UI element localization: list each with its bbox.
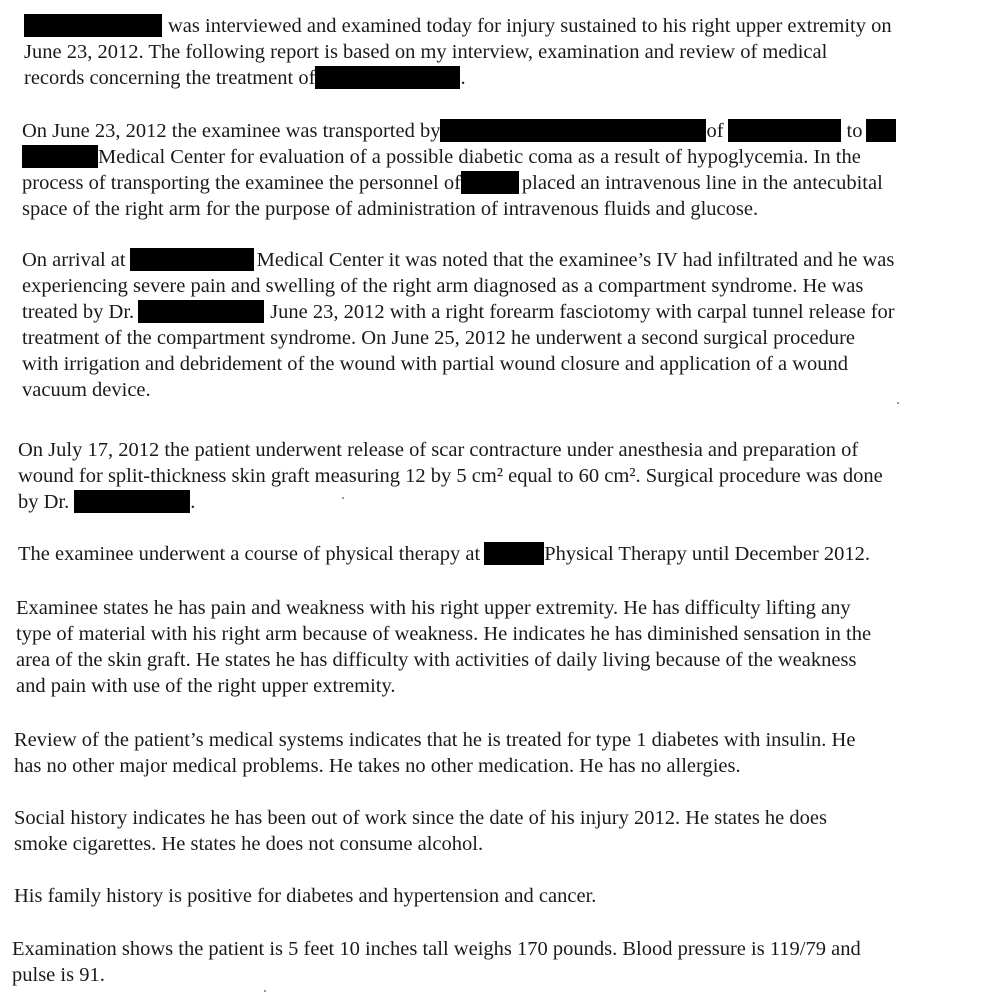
text-run: has no other major medical problems. He takes no other medication. He has no allergies.: [14, 755, 741, 777]
text-line: [22, 118, 896, 144]
redaction-block: [440, 119, 706, 142]
scan-speck: [342, 497, 344, 499]
paragraph-therapy: [18, 541, 870, 567]
paragraph-family-history: [14, 883, 596, 909]
text-line: [22, 299, 895, 325]
text-run: Medical Center it was noted that the examinee’s IV had infiltrated and he was: [256, 249, 895, 271]
text-run: pulse is 91.: [12, 964, 105, 986]
text-run: On June 23, 2012 the examinee was transported by: [22, 120, 441, 142]
text-line: [16, 595, 871, 621]
text-line: [12, 936, 861, 962]
text-run: process of transporting the examinee the personnel of: [22, 172, 461, 194]
redaction-block: [484, 542, 544, 565]
paragraph-skin-graft: [18, 437, 883, 515]
text-run: Physical Therapy until December 2012.: [544, 543, 871, 565]
text-line: [24, 13, 892, 39]
scan-speck: [897, 402, 899, 404]
paragraph-examination: [12, 936, 861, 988]
redaction-block: [461, 171, 519, 194]
redaction-block: [138, 300, 264, 323]
redaction-block: [728, 119, 841, 142]
text-run: experiencing severe pain and swelling of the right arm diagnosed as a compartment syndrome. He was: [22, 275, 864, 297]
redaction-block: [74, 490, 190, 513]
text-line: [14, 883, 596, 909]
text-run: The examinee underwent a course of physical therapy at: [18, 543, 481, 565]
text-line: [22, 377, 895, 403]
text-line: [18, 463, 883, 489]
text-run: Review of the patient’s medical systems indicates that he is treated for type 1 diabetes with insulin. He: [14, 729, 856, 751]
text-run: by Dr.: [18, 491, 70, 513]
text-run: On arrival at: [22, 249, 126, 271]
text-line: [18, 541, 870, 567]
paragraph-social-history: [14, 805, 827, 857]
text-line: [18, 437, 883, 463]
text-run: placed an intravenous line in the antecubital: [521, 172, 883, 194]
text-run: Examinee states he has pain and weakness with his right upper extremity. He has difficulty lifting any: [16, 597, 851, 619]
text-line: [14, 831, 827, 857]
text-run: of: [706, 120, 724, 142]
text-run: Examination shows the patient is 5 feet 10 inches tall weighs 170 pounds. Blood pressure is 119/79 and: [12, 938, 861, 960]
text-line: [24, 39, 892, 65]
text-run: with irrigation and debridement of the wound with partial wound closure and application of a wound: [22, 353, 849, 375]
text-run: treatment of the compartment syndrome. On June 25, 2012 he underwent a second surgical procedure: [22, 327, 856, 349]
text-line: [16, 621, 871, 647]
text-run: wound for split-thickness skin graft measuring 12 by 5 cm² equal to 60 cm². Surgical procedure was done: [18, 465, 883, 487]
text-line: [22, 196, 896, 222]
redaction-block: [22, 145, 98, 168]
redaction-block: [866, 119, 896, 142]
text-run: On July 17, 2012 the patient underwent release of scar contracture under anesthesia and preparation of: [18, 439, 859, 461]
text-run: and pain with use of the right upper extremity.: [16, 675, 396, 697]
text-run: Social history indicates he has been out of work since the date of his injury 2012. He states he does: [14, 807, 827, 829]
text-run: smoke cigarettes. He states he does not consume alcohol.: [14, 833, 484, 855]
redaction-block: [24, 14, 162, 37]
text-line: [22, 273, 895, 299]
text-line: [22, 247, 895, 273]
text-line: [22, 351, 895, 377]
redaction-block: [315, 66, 460, 89]
redaction-block: [130, 248, 254, 271]
text-line: [22, 144, 896, 170]
text-line: [18, 489, 883, 515]
text-line: [14, 727, 855, 753]
text-run: .: [460, 67, 466, 89]
text-line: [22, 170, 896, 196]
text-line: [16, 673, 871, 699]
text-run: vacuum device.: [22, 379, 151, 401]
text-line: [24, 65, 892, 91]
text-line: [22, 325, 895, 351]
text-run: treated by Dr.: [22, 301, 135, 323]
scan-speck: [264, 990, 266, 992]
paragraph-arrival: [22, 247, 895, 403]
text-run: space of the right arm for the purpose of administration of intravenous fluids and glucose.: [22, 198, 759, 220]
text-run: to: [846, 120, 863, 142]
text-line: [14, 805, 827, 831]
paragraph-transport: [22, 118, 896, 222]
paragraph-complaints: [16, 595, 871, 699]
text-run: His family history is positive for diabetes and hypertension and cancer.: [14, 885, 597, 907]
text-run: Medical Center for evaluation of a possible diabetic coma as a result of hypoglycemia. In the: [98, 146, 861, 168]
text-line: [16, 647, 871, 673]
text-run: area of the skin graft. He states he has difficulty with activities of daily living because of the weakness: [16, 649, 857, 671]
paragraph-intro: [24, 13, 892, 91]
text-run: June 23, 2012 with a right forearm fasciotomy with carpal tunnel release for: [270, 301, 895, 323]
text-run: June 23, 2012. The following report is based on my interview, examination and review of medical: [24, 41, 828, 63]
text-run: .: [190, 491, 196, 513]
text-run: records concerning the treatment of: [24, 67, 316, 89]
paragraph-medical-review: [14, 727, 855, 779]
text-line: [12, 962, 861, 988]
text-run: was interviewed and examined today for injury sustained to his right upper extremity on: [168, 15, 892, 37]
text-line: [14, 753, 855, 779]
text-run: type of material with his right arm because of weakness. He indicates he has diminished sensation in the: [16, 623, 872, 645]
